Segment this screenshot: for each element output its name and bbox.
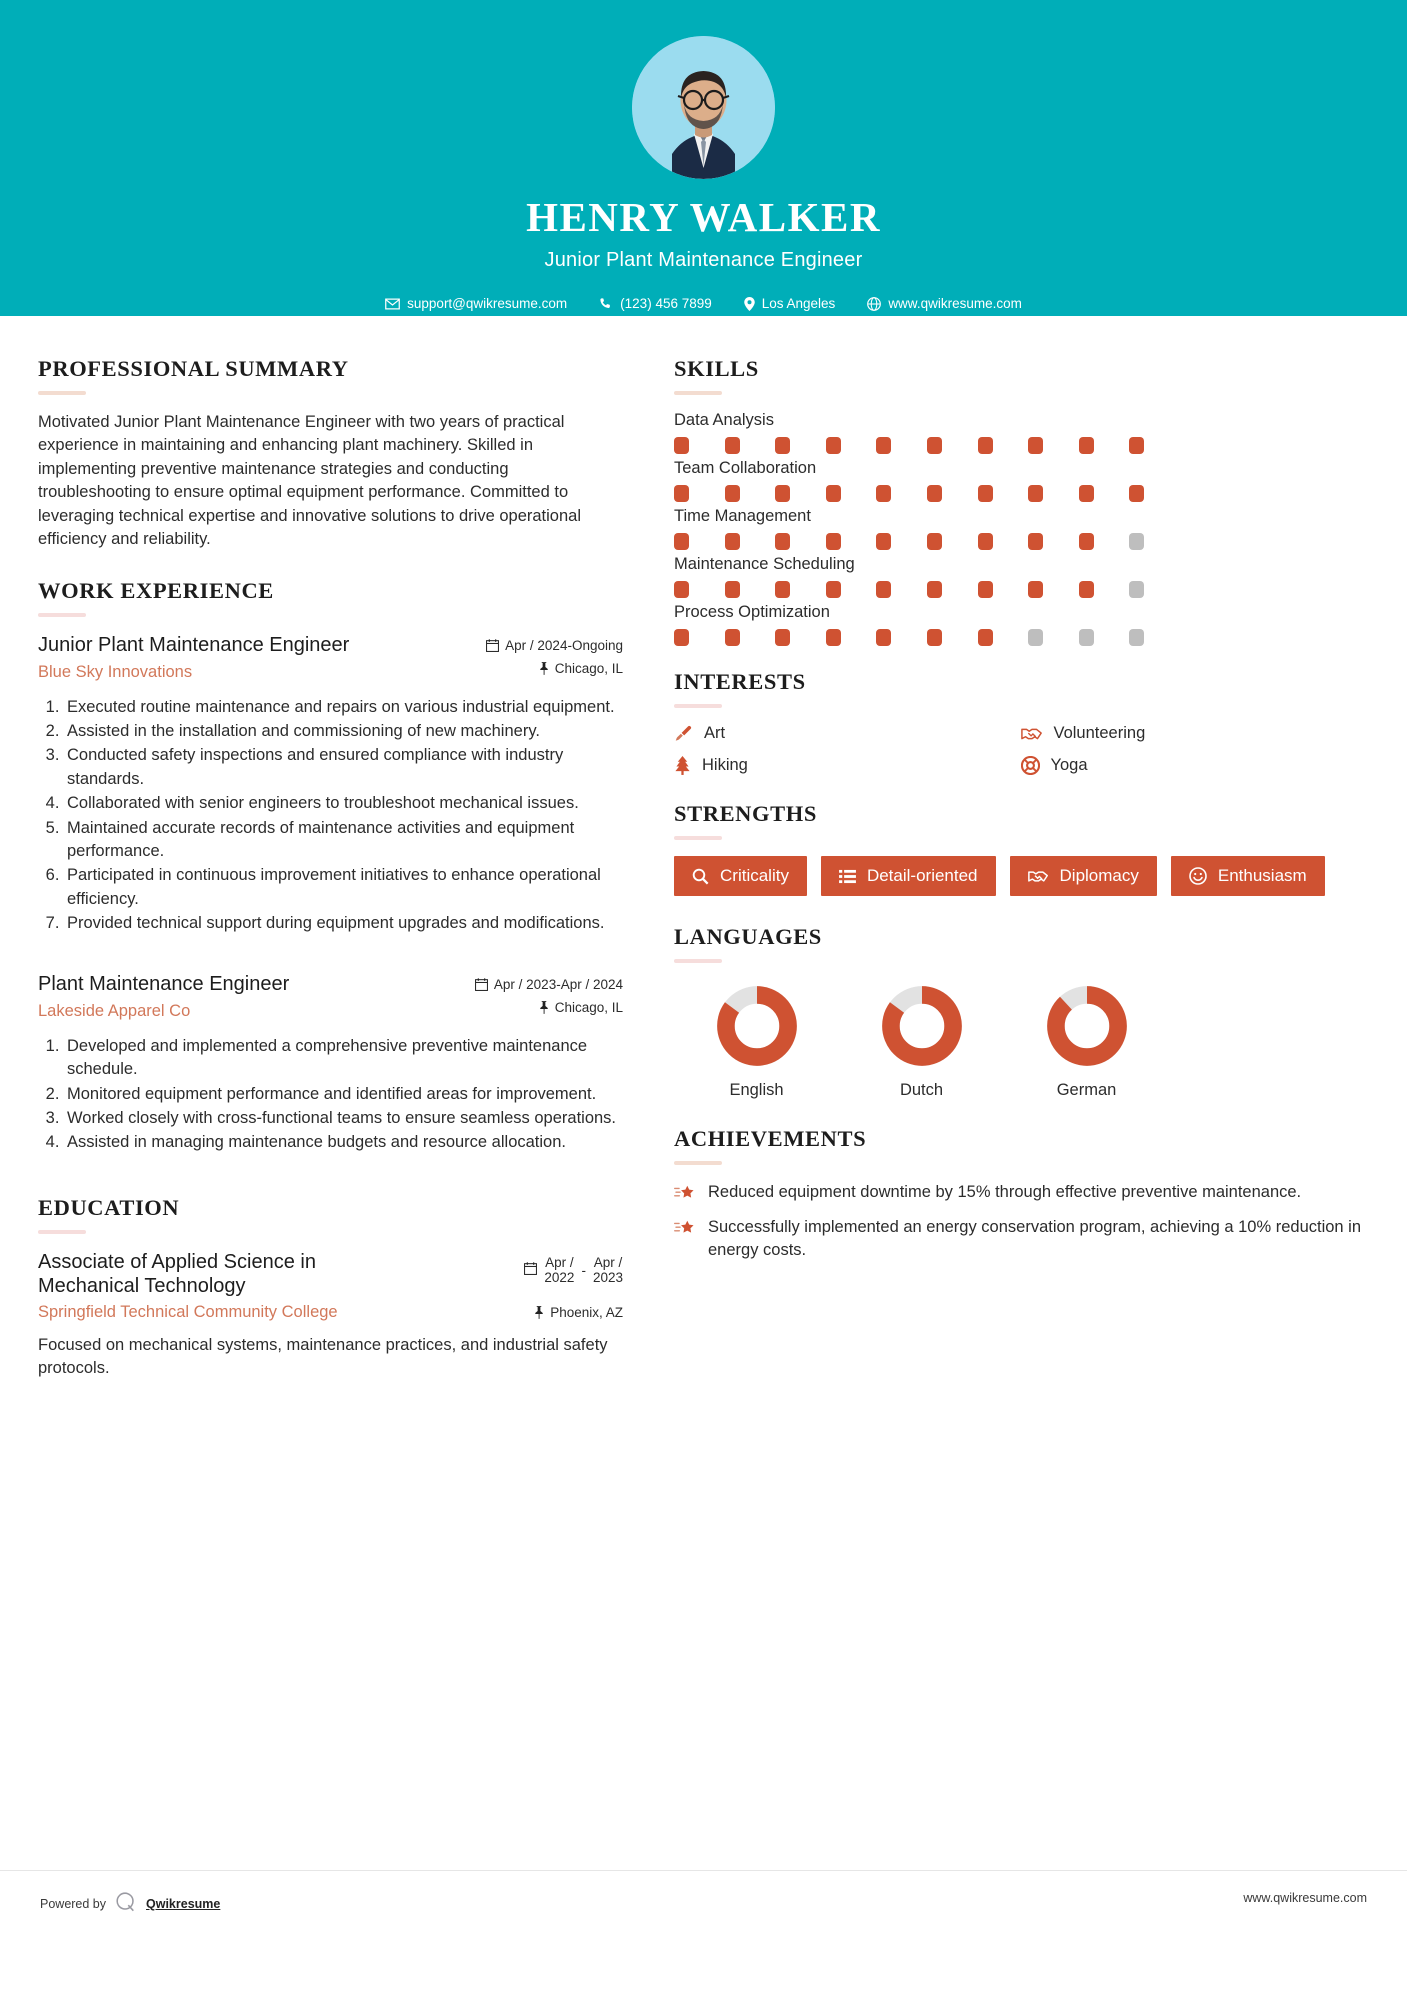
skill-dot [826, 581, 841, 598]
work-dates [433, 638, 623, 653]
work-dates-text: Apr / 2024-Ongoing [505, 637, 623, 653]
skill-label: Process Optimization [674, 603, 830, 621]
star-shooting-icon [674, 1216, 696, 1262]
section-title-education: EDUCATION [38, 1194, 180, 1220]
skill-dot [978, 581, 993, 598]
work-location [433, 1000, 623, 1015]
skill-dot [1079, 581, 1094, 598]
skill-dot [775, 485, 790, 502]
page-title: HENRY WALKER [526, 194, 881, 240]
skill-dot [1129, 533, 1144, 550]
calendar-icon [486, 639, 499, 652]
achievement-item [674, 1216, 1367, 1262]
handshake-icon [1021, 725, 1043, 743]
section-title-interests: INTERESTS [674, 669, 806, 694]
education-description: Focused on mechanical systems, maintenance practices, and industrial safety protocols. [38, 1335, 608, 1378]
skill-dot [927, 629, 942, 646]
education-location-text: Phoenix, AZ [550, 1304, 623, 1320]
skill-dot [927, 533, 942, 550]
qwikresume-brand-link[interactable]: Qwikresume [146, 1896, 221, 1911]
interest-label: Art [704, 724, 726, 742]
pin-icon [534, 1306, 544, 1319]
interest-label: Hiking [702, 756, 748, 774]
work-bullet: 4. Assisted in managing maintenance budgets and resource allocation. [64, 1131, 623, 1154]
right-column [645, 316, 1407, 1876]
work-role: Plant Maintenance Engineer [38, 972, 290, 995]
skill-rating [674, 437, 1367, 454]
section-languages [674, 924, 1367, 1100]
work-dates [433, 977, 623, 992]
contact-location[interactable] [744, 296, 836, 311]
tree-icon [674, 756, 691, 775]
skill-dot [725, 581, 740, 598]
powered-by [40, 1891, 220, 1916]
skill-dot [978, 437, 993, 454]
skill-dot [775, 533, 790, 550]
interest-label: Yoga [1050, 756, 1088, 774]
language-item [1004, 985, 1169, 1100]
interest-item [1021, 724, 1368, 743]
skill-rating [674, 629, 1367, 646]
education-school: Springfield Technical Community College [38, 1302, 338, 1321]
resume-header [0, 0, 1407, 316]
contact-phone[interactable] [599, 296, 712, 311]
skill-dot [826, 533, 841, 550]
work-entry [38, 633, 623, 936]
achievement-item [674, 1181, 1367, 1204]
skill-dot [927, 485, 942, 502]
pin-icon [539, 662, 549, 675]
skill-dot [775, 581, 790, 598]
lifebuoy-icon [1021, 756, 1040, 775]
education-location [433, 1305, 623, 1320]
skill-dot [1129, 629, 1144, 646]
skills-list [674, 411, 1367, 646]
education-degree: Associate of Applied Science in Mechanical Technology [38, 1250, 316, 1298]
skill-dot [725, 629, 740, 646]
work-entry [38, 972, 623, 1155]
education-start-year: 2022 [544, 1270, 575, 1286]
section-achievements [674, 1126, 1367, 1262]
contact-website[interactable] [867, 296, 1022, 311]
strength-chip-enthusiasm [1171, 856, 1325, 896]
skill-dot [876, 437, 891, 454]
smiley-icon [1189, 867, 1207, 885]
skill-dot [1079, 533, 1094, 550]
section-rule [674, 836, 722, 840]
section-rule [38, 391, 86, 395]
skill-label: Data Analysis [674, 411, 774, 429]
work-bullet: 2. Monitored equipment performance and identified areas for improvement. [64, 1083, 623, 1106]
skill-dot [725, 437, 740, 454]
strength-chip-diplomacy [1010, 856, 1157, 896]
contact-website-text: www.qwikresume.com [888, 296, 1022, 311]
contact-row [369, 296, 1038, 311]
skill-dot [674, 629, 689, 646]
language-donut-chart [716, 985, 798, 1067]
skill-dot [876, 533, 891, 550]
pin-icon [539, 1001, 549, 1014]
footer-url[interactable]: www.qwikresume.com [1243, 1891, 1367, 1905]
date-separator: - [581, 1262, 586, 1278]
location-pin-icon [744, 297, 755, 311]
skill-dot [725, 485, 740, 502]
star-shooting-icon [674, 1181, 696, 1204]
summary-text: Motivated Junior Plant Maintenance Engineer with two years of practical experience in maintaining and enhancing plant machinery. Skilled in implementing preventive maintenance strategies and conducting troubleshooting to ensure optimal equipment performance. Committed to leveraging technical expertise and innovative solutions to drive operational efficiency and reliability. [38, 413, 582, 549]
section-title-languages: LANGUAGES [674, 924, 822, 949]
education-start-date [544, 1255, 574, 1286]
section-title-skills: SKILLS [674, 356, 759, 381]
section-title-summary: PROFESSIONAL SUMMARY [38, 356, 349, 381]
skill-dot [1028, 581, 1043, 598]
achievements-list [674, 1181, 1367, 1262]
phone-icon [599, 297, 613, 311]
work-organization: Blue Sky Innovations [38, 662, 193, 681]
left-column [0, 316, 645, 1876]
section-title-achievements: ACHIEVEMENTS [674, 1126, 867, 1151]
contact-email[interactable] [385, 296, 567, 311]
avatar-photo [632, 36, 775, 179]
contact-phone-text: (123) 456 7899 [620, 296, 712, 311]
work-bullet: 5. Maintained accurate records of maintenance activities and equipment performance. [64, 817, 623, 864]
skill-rating [674, 533, 1367, 550]
skill-label: Team Collaboration [674, 459, 817, 477]
work-location-text: Chicago, IL [554, 660, 623, 676]
skill-dot [826, 485, 841, 502]
work-role: Junior Plant Maintenance Engineer [38, 633, 350, 656]
skill-rating [674, 581, 1367, 598]
section-rule [674, 704, 722, 708]
language-label: Dutch [899, 1081, 944, 1099]
work-bullets-1 [64, 1035, 623, 1155]
skill-dot [978, 533, 993, 550]
education-end-year: 2023 [592, 1270, 623, 1286]
skill-dot [725, 533, 740, 550]
strength-label: Criticality [720, 866, 789, 885]
contact-location-text: Los Angeles [761, 296, 836, 311]
skill-dot [1028, 629, 1043, 646]
work-location [433, 661, 623, 676]
magnifier-icon [692, 868, 709, 885]
section-rule [674, 959, 722, 963]
interest-item [1021, 756, 1368, 775]
skill-rating [674, 485, 1367, 502]
powered-by-label: Powered by [40, 1896, 107, 1911]
envelope-icon [385, 298, 400, 310]
section-interests [674, 669, 1367, 775]
education-entry [38, 1250, 623, 1381]
contact-email-text: support@qwikresume.com [407, 296, 568, 311]
resume-body [0, 316, 1407, 1876]
strength-label: Diplomacy [1059, 866, 1139, 885]
skill-dot [978, 485, 993, 502]
work-bullet: 1. Developed and implemented a comprehensive preventive maintenance schedule. [64, 1035, 623, 1082]
work-bullet: 3. Worked closely with cross-functional teams to ensure seamless operations. [64, 1107, 623, 1130]
skill-dot [674, 437, 689, 454]
skill-dot [826, 629, 841, 646]
skill-item [674, 411, 1367, 454]
education-end-date [593, 1255, 623, 1286]
skill-dot [674, 533, 689, 550]
skill-dot [1129, 485, 1144, 502]
skill-item [674, 603, 1367, 646]
education-start-month: Apr / [545, 1254, 574, 1270]
achievement-text: Successfully implemented an energy conservation program, achieving a 10% reduction in energy costs. [708, 1218, 1362, 1260]
interest-item [674, 724, 1021, 743]
job-title: Junior Plant Maintenance Engineer [544, 249, 863, 271]
strength-label: Detail-oriented [866, 866, 978, 885]
section-strengths [674, 801, 1367, 896]
work-bullet: 2. Assisted in the installation and commissioning of new machinery. [64, 720, 623, 743]
interest-item [674, 756, 1021, 775]
education-dates [433, 1255, 623, 1286]
skill-dot [927, 437, 942, 454]
strength-chip-criticality [674, 856, 807, 896]
skill-dot [927, 581, 942, 598]
section-rule [38, 1230, 86, 1234]
list-icon [839, 869, 856, 884]
section-professional-summary [38, 356, 623, 552]
work-bullet: 4. Collaborated with senior engineers to troubleshoot mechanical issues. [64, 792, 623, 815]
skill-dot [1079, 629, 1094, 646]
work-bullet: 1. Executed routine maintenance and repairs on various industrial equipment. [64, 696, 623, 719]
skill-dot [1028, 533, 1043, 550]
skill-item [674, 507, 1367, 550]
skill-label: Maintenance Scheduling [674, 555, 855, 573]
skill-dot [1129, 437, 1144, 454]
skill-dot [1079, 437, 1094, 454]
resume-footer [0, 1870, 1407, 1990]
language-item [839, 985, 1004, 1100]
skill-dot [775, 437, 790, 454]
skill-dot [674, 485, 689, 502]
language-donut-chart [1046, 985, 1128, 1067]
section-work-experience [38, 578, 623, 1155]
section-rule [38, 613, 86, 617]
work-bullet: 6. Participated in continuous improvement initiatives to enhance operational efficiency. [64, 864, 623, 911]
skill-dot [1129, 581, 1144, 598]
skill-item [674, 459, 1367, 502]
work-bullets-0 [64, 696, 623, 936]
work-organization: Lakeside Apparel Co [38, 1002, 191, 1021]
skill-dot [876, 629, 891, 646]
skill-dot [1028, 485, 1043, 502]
handshake-icon [1028, 868, 1049, 885]
skill-dot [826, 437, 841, 454]
skill-item [674, 555, 1367, 598]
language-label: English [729, 1081, 784, 1099]
work-bullet: 3. Conducted safety inspections and ensured compliance with industry standards. [64, 744, 623, 791]
strength-chip-detail-oriented [821, 856, 996, 896]
work-location-text: Chicago, IL [554, 999, 623, 1015]
language-donut-chart [881, 985, 963, 1067]
education-end-month: Apr / [593, 1254, 623, 1270]
skill-dot [978, 629, 993, 646]
interests-grid [674, 724, 1367, 775]
language-label: German [1056, 1081, 1117, 1099]
skill-dot [876, 581, 891, 598]
strengths-list [674, 856, 1367, 896]
section-rule [674, 391, 722, 395]
skill-dot [775, 629, 790, 646]
section-title-work: WORK EXPERIENCE [38, 577, 274, 603]
paintbrush-icon [674, 724, 693, 743]
work-dates-text: Apr / 2023-Apr / 2024 [493, 976, 623, 992]
skill-dot [1079, 485, 1094, 502]
section-skills [674, 356, 1367, 646]
skill-label: Time Management [674, 507, 811, 525]
skill-dot [1028, 437, 1043, 454]
calendar-icon [475, 978, 488, 991]
work-bullet: 7. Provided technical support during equipment upgrades and modifications. [64, 912, 623, 935]
qwikresume-logo-icon [115, 1891, 137, 1916]
language-item [674, 985, 839, 1100]
languages-list [674, 979, 1367, 1100]
avatar [632, 36, 775, 179]
globe-icon [867, 297, 881, 311]
strength-label: Enthusiasm [1217, 866, 1307, 885]
section-title-strengths: STRENGTHS [674, 801, 817, 826]
calendar-icon [524, 1262, 537, 1279]
skill-dot [876, 485, 891, 502]
section-education [38, 1195, 623, 1381]
skill-dot [674, 581, 689, 598]
interest-label: Volunteering [1053, 724, 1146, 742]
achievement-text: Reduced equipment downtime by 15% through effective preventive maintenance. [708, 1183, 1302, 1201]
section-rule [674, 1161, 722, 1165]
